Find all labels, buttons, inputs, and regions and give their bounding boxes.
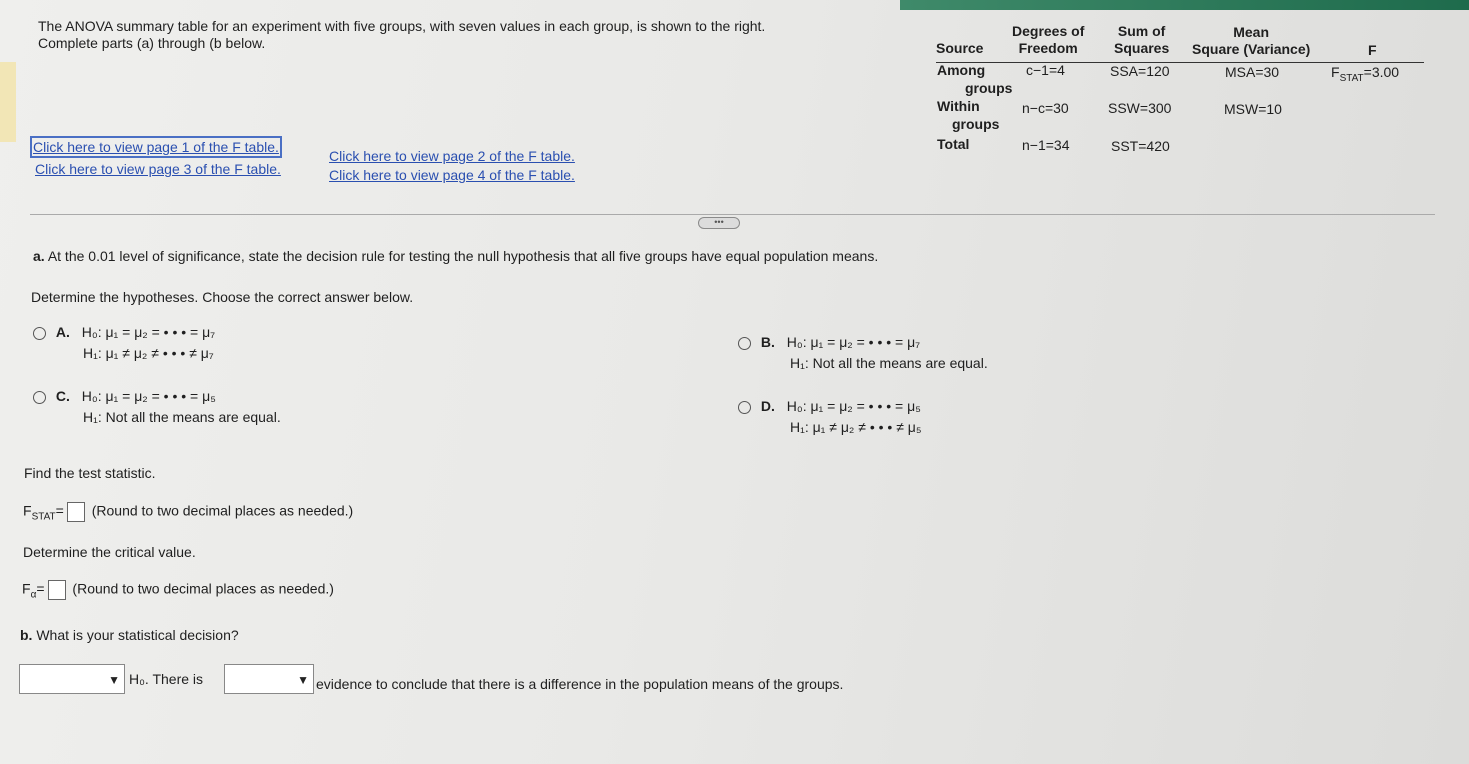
fstat-table-sub: STAT xyxy=(1339,72,1364,84)
f-table-page4-link[interactable]: Click here to view page 4 of the F table. xyxy=(329,167,575,183)
row-total-source: Total xyxy=(937,136,970,152)
row-within-source xyxy=(937,98,999,132)
part-a-prompt xyxy=(33,248,878,264)
option-a-radio[interactable] xyxy=(33,327,46,340)
row-within-source-line1: Within xyxy=(937,98,980,114)
fstat-answer-row xyxy=(23,502,353,523)
falpha-prefix: F xyxy=(22,580,31,597)
header-ms xyxy=(1192,24,1310,58)
header-ms-line2: Square (Variance) xyxy=(1192,41,1311,57)
part-a-label: a. xyxy=(33,248,45,264)
option-d-letter: D. xyxy=(760,398,775,414)
fstat-hint: (Round to two decimal places as needed.) xyxy=(91,502,354,519)
option-c-h0: H₀: μ₁ = μ₂ = • • • = μ₅ xyxy=(81,388,216,404)
option-c-h1: H₁: Not all the means are equal. xyxy=(83,409,281,425)
falpha-equals: = xyxy=(36,580,45,597)
header-f: F xyxy=(1368,42,1377,58)
option-c-letter: C. xyxy=(55,388,70,404)
option-b[interactable] xyxy=(738,334,988,371)
part-b-prompt xyxy=(20,627,239,643)
option-c[interactable] xyxy=(33,388,281,425)
chevron-down-icon: ▼ xyxy=(297,673,309,687)
option-d-radio[interactable] xyxy=(738,401,751,414)
header-df-line1: Degrees of xyxy=(1012,23,1085,39)
falpha-answer-row xyxy=(22,580,334,601)
hypotheses-prompt: Determine the hypotheses. Choose the correct answer below. xyxy=(31,289,414,305)
row-total-df: n−1=34 xyxy=(1022,137,1070,153)
intro-text xyxy=(38,18,878,52)
option-a-h0: H₀: μ₁ = μ₂ = • • • = μ₇ xyxy=(81,324,215,340)
option-d[interactable] xyxy=(738,398,921,435)
option-b-letter: B. xyxy=(760,334,775,350)
section-divider xyxy=(30,214,1435,215)
part-b-label: b. xyxy=(20,627,33,643)
row-among-source-line2: groups xyxy=(965,80,1013,96)
part-a-question: At the 0.01 level of significance, state the decision rule for testing the null hypothesis that all five groups have equal population means. xyxy=(47,248,879,264)
falpha-hint: (Round to two decimal places as needed.) xyxy=(72,580,334,597)
fstat-table-value: =3.00 xyxy=(1363,64,1400,80)
option-b-h1: H₁: Not all the means are equal. xyxy=(790,355,988,371)
decision-h0-text: H₀. There is xyxy=(129,671,204,687)
header-ss-line2: Squares xyxy=(1114,40,1170,56)
f-table-page2-link[interactable]: Click here to view page 2 of the F table. xyxy=(329,148,575,164)
option-c-radio[interactable] xyxy=(33,391,46,404)
decision-dropdown[interactable] xyxy=(19,664,125,694)
fstat-input[interactable] xyxy=(67,502,85,522)
f-table-page3-link[interactable]: Click here to view page 3 of the F table. xyxy=(35,161,281,177)
row-total-ss: SST=420 xyxy=(1111,138,1170,154)
header-source: Source xyxy=(936,40,984,56)
option-a-letter: A. xyxy=(55,324,70,340)
f-table-page1-link[interactable]: Click here to view page 1 of the F table. xyxy=(33,139,279,155)
header-ms-line1: Mean xyxy=(1233,24,1270,40)
critical-value-prompt: Determine the critical value. xyxy=(23,544,196,560)
header-ss-line1: Sum of xyxy=(1117,23,1166,39)
intro-line-1: The ANOVA summary table for an experiment with five groups, with seven values in each group, is shown to the right. xyxy=(38,18,766,34)
fstat-sub: STAT xyxy=(31,511,56,523)
divider-expand-handle[interactable]: ••• xyxy=(698,217,740,229)
option-d-h1: H₁: μ₁ ≠ μ₂ ≠ • • • ≠ μ₅ xyxy=(790,419,922,435)
row-within-df: n−c=30 xyxy=(1022,100,1069,116)
header-df xyxy=(1012,23,1084,57)
chevron-down-icon: ▼ xyxy=(108,673,120,687)
row-within-source-line2: groups xyxy=(952,116,1000,132)
left-highlight-strip xyxy=(0,62,16,142)
option-d-h0: H₀: μ₁ = μ₂ = • • • = μ₅ xyxy=(786,398,921,414)
falpha-input[interactable] xyxy=(48,580,66,600)
intro-line-2: Complete parts (a) through (b below. xyxy=(38,35,266,51)
option-a-h1: H₁: μ₁ ≠ μ₂ ≠ • • • ≠ μ₇ xyxy=(83,345,214,361)
option-b-radio[interactable] xyxy=(738,337,751,350)
row-among-ms: MSA=30 xyxy=(1225,64,1280,80)
evidence-dropdown[interactable] xyxy=(224,664,314,694)
row-within-ms: MSW=10 xyxy=(1224,101,1282,117)
fstat-equals: = xyxy=(55,502,64,519)
option-a[interactable] xyxy=(33,324,215,361)
fstat-table-prefix: F xyxy=(1331,64,1340,80)
top-accent-bar xyxy=(900,0,1469,10)
row-among-source xyxy=(937,62,1012,96)
row-among-ss: SSA=120 xyxy=(1110,63,1170,79)
row-among-source-line1: Among xyxy=(937,62,986,78)
test-statistic-prompt: Find the test statistic. xyxy=(24,465,156,481)
row-within-ss: SSW=300 xyxy=(1108,100,1172,116)
header-ss xyxy=(1114,23,1169,57)
falpha-sub: α xyxy=(30,589,37,601)
row-among-f xyxy=(1331,64,1399,84)
fstat-prefix: F xyxy=(23,502,32,519)
conclusion-text: evidence to conclude that there is a difference in the population means of the groups. xyxy=(316,676,844,692)
row-among-df: c−1=4 xyxy=(1026,62,1065,78)
option-b-h0: H₀: μ₁ = μ₂ = • • • = μ₇ xyxy=(786,334,920,350)
header-df-line2: Freedom xyxy=(1018,40,1078,56)
part-b-question: What is your statistical decision? xyxy=(36,627,239,643)
